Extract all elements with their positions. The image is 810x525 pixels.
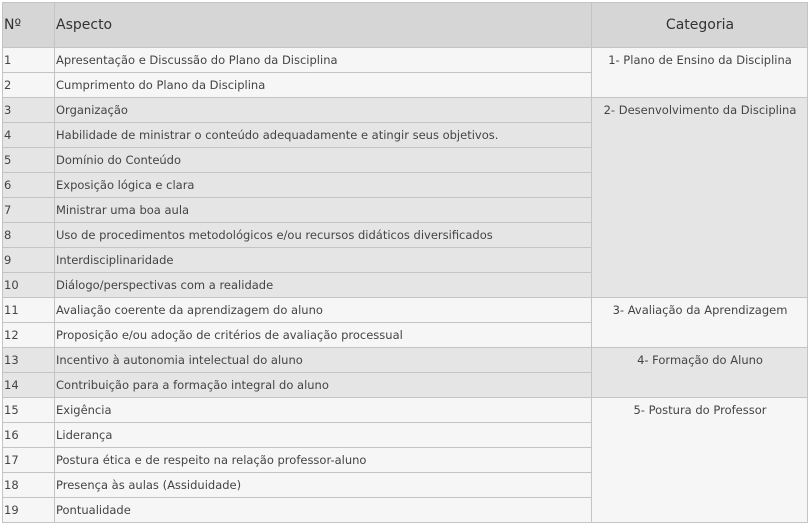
table-row <box>3 298 808 323</box>
row-number: 14 <box>3 373 55 398</box>
row-number: 8 <box>3 223 55 248</box>
category-cell: 5- Postura do Professor <box>592 398 808 523</box>
header-aspect: Aspecto <box>55 3 592 48</box>
row-aspect: Liderança <box>55 423 592 448</box>
table-row <box>3 48 808 73</box>
table-row <box>3 398 808 423</box>
row-number: 1 <box>3 48 55 73</box>
row-number: 15 <box>3 398 55 423</box>
row-aspect: Exposição lógica e clara <box>55 173 592 198</box>
header-category: Categoria <box>592 3 808 48</box>
category-cell: 2- Desenvolvimento da Disciplina <box>592 98 808 298</box>
category-cell: 1- Plano de Ensino da Disciplina <box>592 48 808 98</box>
row-aspect: Presença às aulas (Assiduidade) <box>55 473 592 498</box>
row-number: 19 <box>3 498 55 523</box>
row-aspect: Proposição e/ou adoção de critérios de avaliação processual <box>55 323 592 348</box>
row-number: 18 <box>3 473 55 498</box>
table-row <box>3 98 808 123</box>
header-number: Nº <box>3 3 55 48</box>
row-aspect: Incentivo à autonomia intelectual do aluno <box>55 348 592 373</box>
row-aspect: Ministrar uma boa aula <box>55 198 592 223</box>
row-number: 11 <box>3 298 55 323</box>
row-number: 5 <box>3 148 55 173</box>
row-aspect: Cumprimento do Plano da Disciplina <box>55 73 592 98</box>
row-number: 3 <box>3 98 55 123</box>
row-number: 2 <box>3 73 55 98</box>
row-number: 12 <box>3 323 55 348</box>
row-aspect: Diálogo/perspectivas com a realidade <box>55 273 592 298</box>
category-cell: 4- Formação do Aluno <box>592 348 808 398</box>
row-aspect: Avaliação coerente da aprendizagem do aluno <box>55 298 592 323</box>
row-aspect: Exigência <box>55 398 592 423</box>
row-number: 17 <box>3 448 55 473</box>
row-number: 7 <box>3 198 55 223</box>
row-aspect: Domínio do Conteúdo <box>55 148 592 173</box>
row-aspect: Habilidade de ministrar o conteúdo adequadamente e atingir seus objetivos. <box>55 123 592 148</box>
row-number: 4 <box>3 123 55 148</box>
row-number: 16 <box>3 423 55 448</box>
row-aspect: Interdisciplinaridade <box>55 248 592 273</box>
header-row <box>3 3 808 48</box>
row-aspect: Pontualidade <box>55 498 592 523</box>
row-aspect: Postura ética e de respeito na relação professor-aluno <box>55 448 592 473</box>
table-row <box>3 348 808 373</box>
row-aspect: Contribuição para a formação integral do aluno <box>55 373 592 398</box>
category-cell: 3- Avaliação da Aprendizagem <box>592 298 808 348</box>
row-number: 9 <box>3 248 55 273</box>
row-number: 10 <box>3 273 55 298</box>
row-number: 13 <box>3 348 55 373</box>
row-aspect: Organização <box>55 98 592 123</box>
evaluation-table <box>2 2 808 523</box>
row-aspect: Uso de procedimentos metodológicos e/ou recursos didáticos diversificados <box>55 223 592 248</box>
table-header <box>3 3 808 48</box>
row-number: 6 <box>3 173 55 198</box>
table-body <box>3 48 808 523</box>
row-aspect: Apresentação e Discussão do Plano da Disciplina <box>55 48 592 73</box>
